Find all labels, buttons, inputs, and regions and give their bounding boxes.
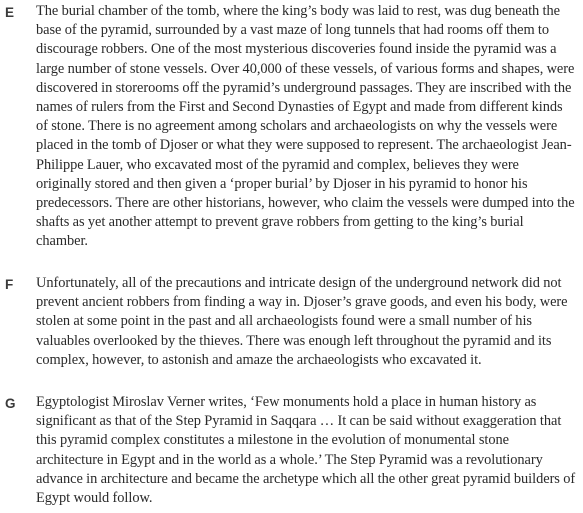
paragraph-text-f: Unfortunately, all of the precautions and intricate design of the underground network did not prevent ancient robbers from finding a way in. Djoser’s grave goods, and even his body, were stolen at some point in the past and all archaeologists found were a small number of his valuables overlooked by the thieves. There was enough left throughout the pyramid and its complex, however, to astonish and amaze the archaeologists who excavated it.: [36, 275, 568, 368]
paragraph-label-g: G: [5, 396, 16, 411]
paragraph-label-f: F: [5, 277, 14, 292]
paragraph-text-g: Egyptologist Miroslav Verner writes, ‘Few monuments hold a place in human history as significant as that of the Step Pyramid in Saqqara … It can be said without exaggeration that this pyramid complex constitutes a milestone in the evolution of monumental stone architecture in Egypt and in the world as a whole.’ The Step Pyramid was a revolutionary advance in architecture and became the archetype which all the other great pyramid builders of Egypt would follow.: [36, 394, 576, 507]
paragraph-text-e: The burial chamber of the tomb, where the king’s body was laid to rest, was dug beneath the base of the pyramid, surrounded by a vast maze of long tunnels that had rooms off them to discourage robbers. One of the most mysterious discoveries found inside the pyramid was a large number of stone vessels. Over 40,000 of these vessels, of various forms and shapes, were discovered in storerooms off the pyramid’s underground passages. They are inscribed with the names of rulers from the First and Second Dynasties of Egypt and made from different kinds of stone. There is no agreement among scholars and archaeologists on why the vessels were placed in the tomb of Djoser or what they were supposed to represent. The archaeologist Jean-Philippe Lauer, who excavated most of the pyramid and complex, believes they were originally stored and then given a ‘proper burial’ by Djoser in his pyramid to honor his predecessors. There are other historians, however, who claim the vessels were dumped into the shafts as yet another attempt to prevent grave robbers from getting to the king’s burial chamber.: [36, 3, 575, 250]
paragraph-label-e: E: [5, 5, 15, 20]
